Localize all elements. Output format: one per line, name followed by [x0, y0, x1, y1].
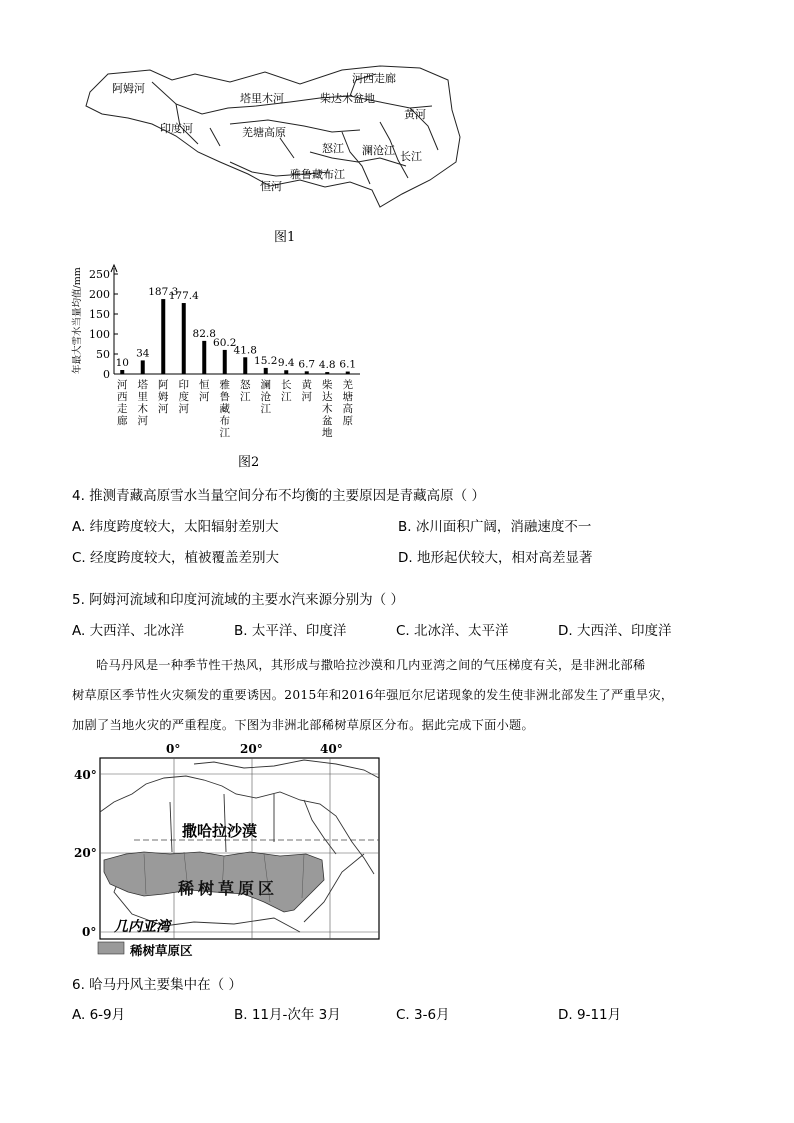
q4-option-a[interactable]: A. 纬度跨度较大，太阳辐射差别大	[72, 519, 279, 535]
passage-line-1: 哈马丹风是一种季节性干热风，其形成与撒哈拉沙漠和几内亚湾之间的气压梯度有关，是非洲北部稀	[96, 658, 646, 672]
bar	[202, 341, 206, 374]
x-category-label-char: 黄	[301, 379, 312, 391]
q4-option-d[interactable]: D. 地形起伏较大，相对高差显著	[398, 550, 593, 566]
bar	[284, 370, 288, 374]
x-category-label-char: 江	[219, 427, 230, 439]
bar	[223, 350, 227, 374]
x-category-label-char: 原	[342, 415, 353, 427]
legend-label: 稀树草原区	[130, 943, 193, 958]
x-category-label-char: 阿	[158, 379, 169, 391]
x-category-label-char: 柴	[322, 379, 333, 391]
label-yarlung: 雅鲁藏布江	[290, 168, 345, 181]
passage-line-3: 加剧了当地火灾的严重程度。下图为非洲北部稀树草原区分布。据此完成下面小题。	[72, 718, 535, 732]
x-category-label-char: 走	[117, 403, 128, 415]
bar-value-label: 187.3	[148, 286, 179, 299]
x-category-label-char: 河	[199, 391, 210, 403]
lon-label-20: 20°	[240, 742, 263, 756]
y-tick-label: 150	[89, 308, 110, 321]
figure1-caption: 图1	[274, 230, 296, 245]
x-category-label-char: 鲁	[219, 391, 230, 403]
x-category-label-char: 雅	[219, 379, 230, 391]
x-category-label-char: 达	[322, 391, 333, 403]
bar	[161, 299, 165, 374]
lat-label-0: 0°	[82, 925, 97, 939]
x-category-label-char: 木	[137, 403, 148, 415]
y-tick-label: 0	[103, 368, 110, 381]
x-category-label-char: 布	[219, 415, 230, 427]
q5-stem: 5. 阿姆河流域和印度河流域的主要水汽来源分别为（ ）	[72, 592, 404, 608]
savanna-label: 稀树草原区	[178, 879, 279, 898]
q5-option-c[interactable]: C. 北冰洋、太平洋	[396, 623, 509, 639]
label-indus: 印度河	[160, 122, 193, 135]
x-category-label-char: 高	[342, 403, 353, 415]
label-yangtze: 长江	[400, 150, 422, 163]
x-category-label-char: 江	[260, 403, 271, 415]
legend-swatch	[98, 942, 124, 954]
figure2-caption: 图2	[238, 455, 260, 470]
bar-value-label: 60.2	[213, 336, 237, 349]
x-category-label-char: 澜	[260, 379, 271, 391]
x-category-label-char: 河	[117, 379, 128, 391]
label-hexi: 河西走廊	[352, 72, 396, 85]
q5-option-a[interactable]: A. 大西洋、北冰洋	[72, 623, 185, 639]
label-ganges: 恒河	[260, 180, 282, 193]
label-amu: 阿姆河	[112, 82, 145, 95]
x-category-label-char: 河	[158, 403, 169, 415]
bar-value-label: 9.4	[277, 357, 295, 370]
bar-value-label: 34	[136, 347, 150, 360]
x-category-label-char: 怒	[240, 379, 251, 391]
x-category-label-char: 廊	[117, 415, 128, 427]
x-category-label-char: 河	[178, 403, 189, 415]
bar	[325, 372, 329, 374]
bar-value-label: 4.8	[318, 359, 336, 372]
x-category-label-char: 江	[240, 391, 251, 403]
bar	[264, 368, 268, 374]
figure3-map	[74, 742, 386, 960]
bar	[182, 303, 186, 374]
x-category-label-char: 盆	[322, 415, 333, 427]
x-category-label-char: 姆	[158, 391, 169, 403]
lat-label-40: 40°	[74, 768, 97, 782]
x-category-label-char: 江	[281, 391, 292, 403]
y-tick-label: 250	[89, 268, 110, 281]
label-qaidam: 柴达木盆地	[320, 92, 375, 105]
q4-stem: 4. 推测青藏高原雪水当量空间分布不均衡的主要原因是青藏高原（ ）	[72, 488, 485, 504]
y-tick-label: 50	[96, 348, 110, 361]
label-yellow: 黄河	[404, 108, 426, 121]
q4-option-b[interactable]: B. 冰川面积广阔，消融速度不一	[398, 519, 592, 535]
bar	[141, 360, 145, 374]
y-tick-label: 100	[89, 328, 110, 341]
x-category-label-char: 羌	[342, 379, 353, 391]
bar	[120, 370, 124, 374]
x-category-label-char: 塘	[342, 391, 353, 403]
y-tick-label: 200	[89, 288, 110, 301]
bar-value-label: 82.8	[192, 327, 216, 340]
q6-option-d[interactable]: D. 9-11月	[558, 1007, 622, 1023]
x-category-label-char: 藏	[219, 403, 230, 415]
bar-value-label: 177.4	[168, 290, 199, 303]
q5-option-d[interactable]: D. 大西洋、印度洋	[558, 623, 672, 639]
label-qiangtang: 羌塘高原	[242, 126, 286, 139]
q6-option-c[interactable]: C. 3-6月	[396, 1007, 450, 1023]
x-category-label-char: 地	[322, 427, 333, 439]
x-category-label-char: 塔	[137, 379, 148, 391]
q5-option-b[interactable]: B. 太平洋、印度洋	[234, 623, 347, 639]
x-category-label-char: 里	[137, 391, 148, 403]
label-lancang: 澜沧江	[362, 144, 395, 157]
bar-value-label: 6.1	[339, 358, 357, 371]
figure2-chart	[66, 256, 376, 442]
x-category-label-char: 印	[178, 379, 189, 391]
label-tarim: 塔里木河	[240, 92, 284, 105]
bar	[243, 357, 247, 374]
lon-label-40: 40°	[320, 742, 343, 756]
bar-value-label: 15.2	[254, 354, 278, 367]
bar-value-label: 41.8	[233, 344, 257, 357]
x-category-label-char: 河	[301, 391, 312, 403]
q6-stem: 6. 哈马丹风主要集中在（ ）	[72, 977, 242, 993]
sahara-label: 撒哈拉沙漠	[182, 822, 258, 840]
x-category-label-char: 度	[178, 391, 189, 403]
passage-line-2: 树草原区季节性火灾频发的重要诱因。2015年和2016年强厄尔尼诺现象的发生使非洲北部发生了严重旱灾，	[72, 688, 674, 702]
lat-label-20: 20°	[74, 846, 97, 860]
guinea-gulf-label: 几内亚湾	[114, 919, 170, 935]
q6-option-b[interactable]: B. 11月-次年 3月	[234, 1007, 341, 1023]
label-nu: 怒江	[322, 142, 344, 155]
q6-option-a[interactable]: A. 6-9月	[72, 1007, 126, 1023]
bar	[346, 372, 350, 374]
figure1-map	[80, 62, 466, 212]
bar-value-label: 6.7	[298, 358, 316, 371]
x-category-label-char: 河	[137, 415, 148, 427]
x-category-label-char: 恒	[199, 379, 210, 391]
bar	[305, 371, 309, 374]
x-category-label-char: 西	[117, 391, 128, 403]
bar-value-label: 10	[115, 357, 129, 369]
x-category-label-char: 木	[322, 403, 333, 415]
x-category-label-char: 沧	[260, 391, 271, 403]
lon-label-0: 0°	[166, 742, 181, 756]
snow-water-bar-chart	[66, 256, 376, 442]
y-axis-title: 年最大雪水当量均值/mm	[72, 267, 83, 374]
x-category-label-char: 长	[281, 379, 292, 391]
q4-option-c[interactable]: C. 经度跨度较大，植被覆盖差别大	[72, 550, 280, 566]
passage	[72, 650, 722, 740]
